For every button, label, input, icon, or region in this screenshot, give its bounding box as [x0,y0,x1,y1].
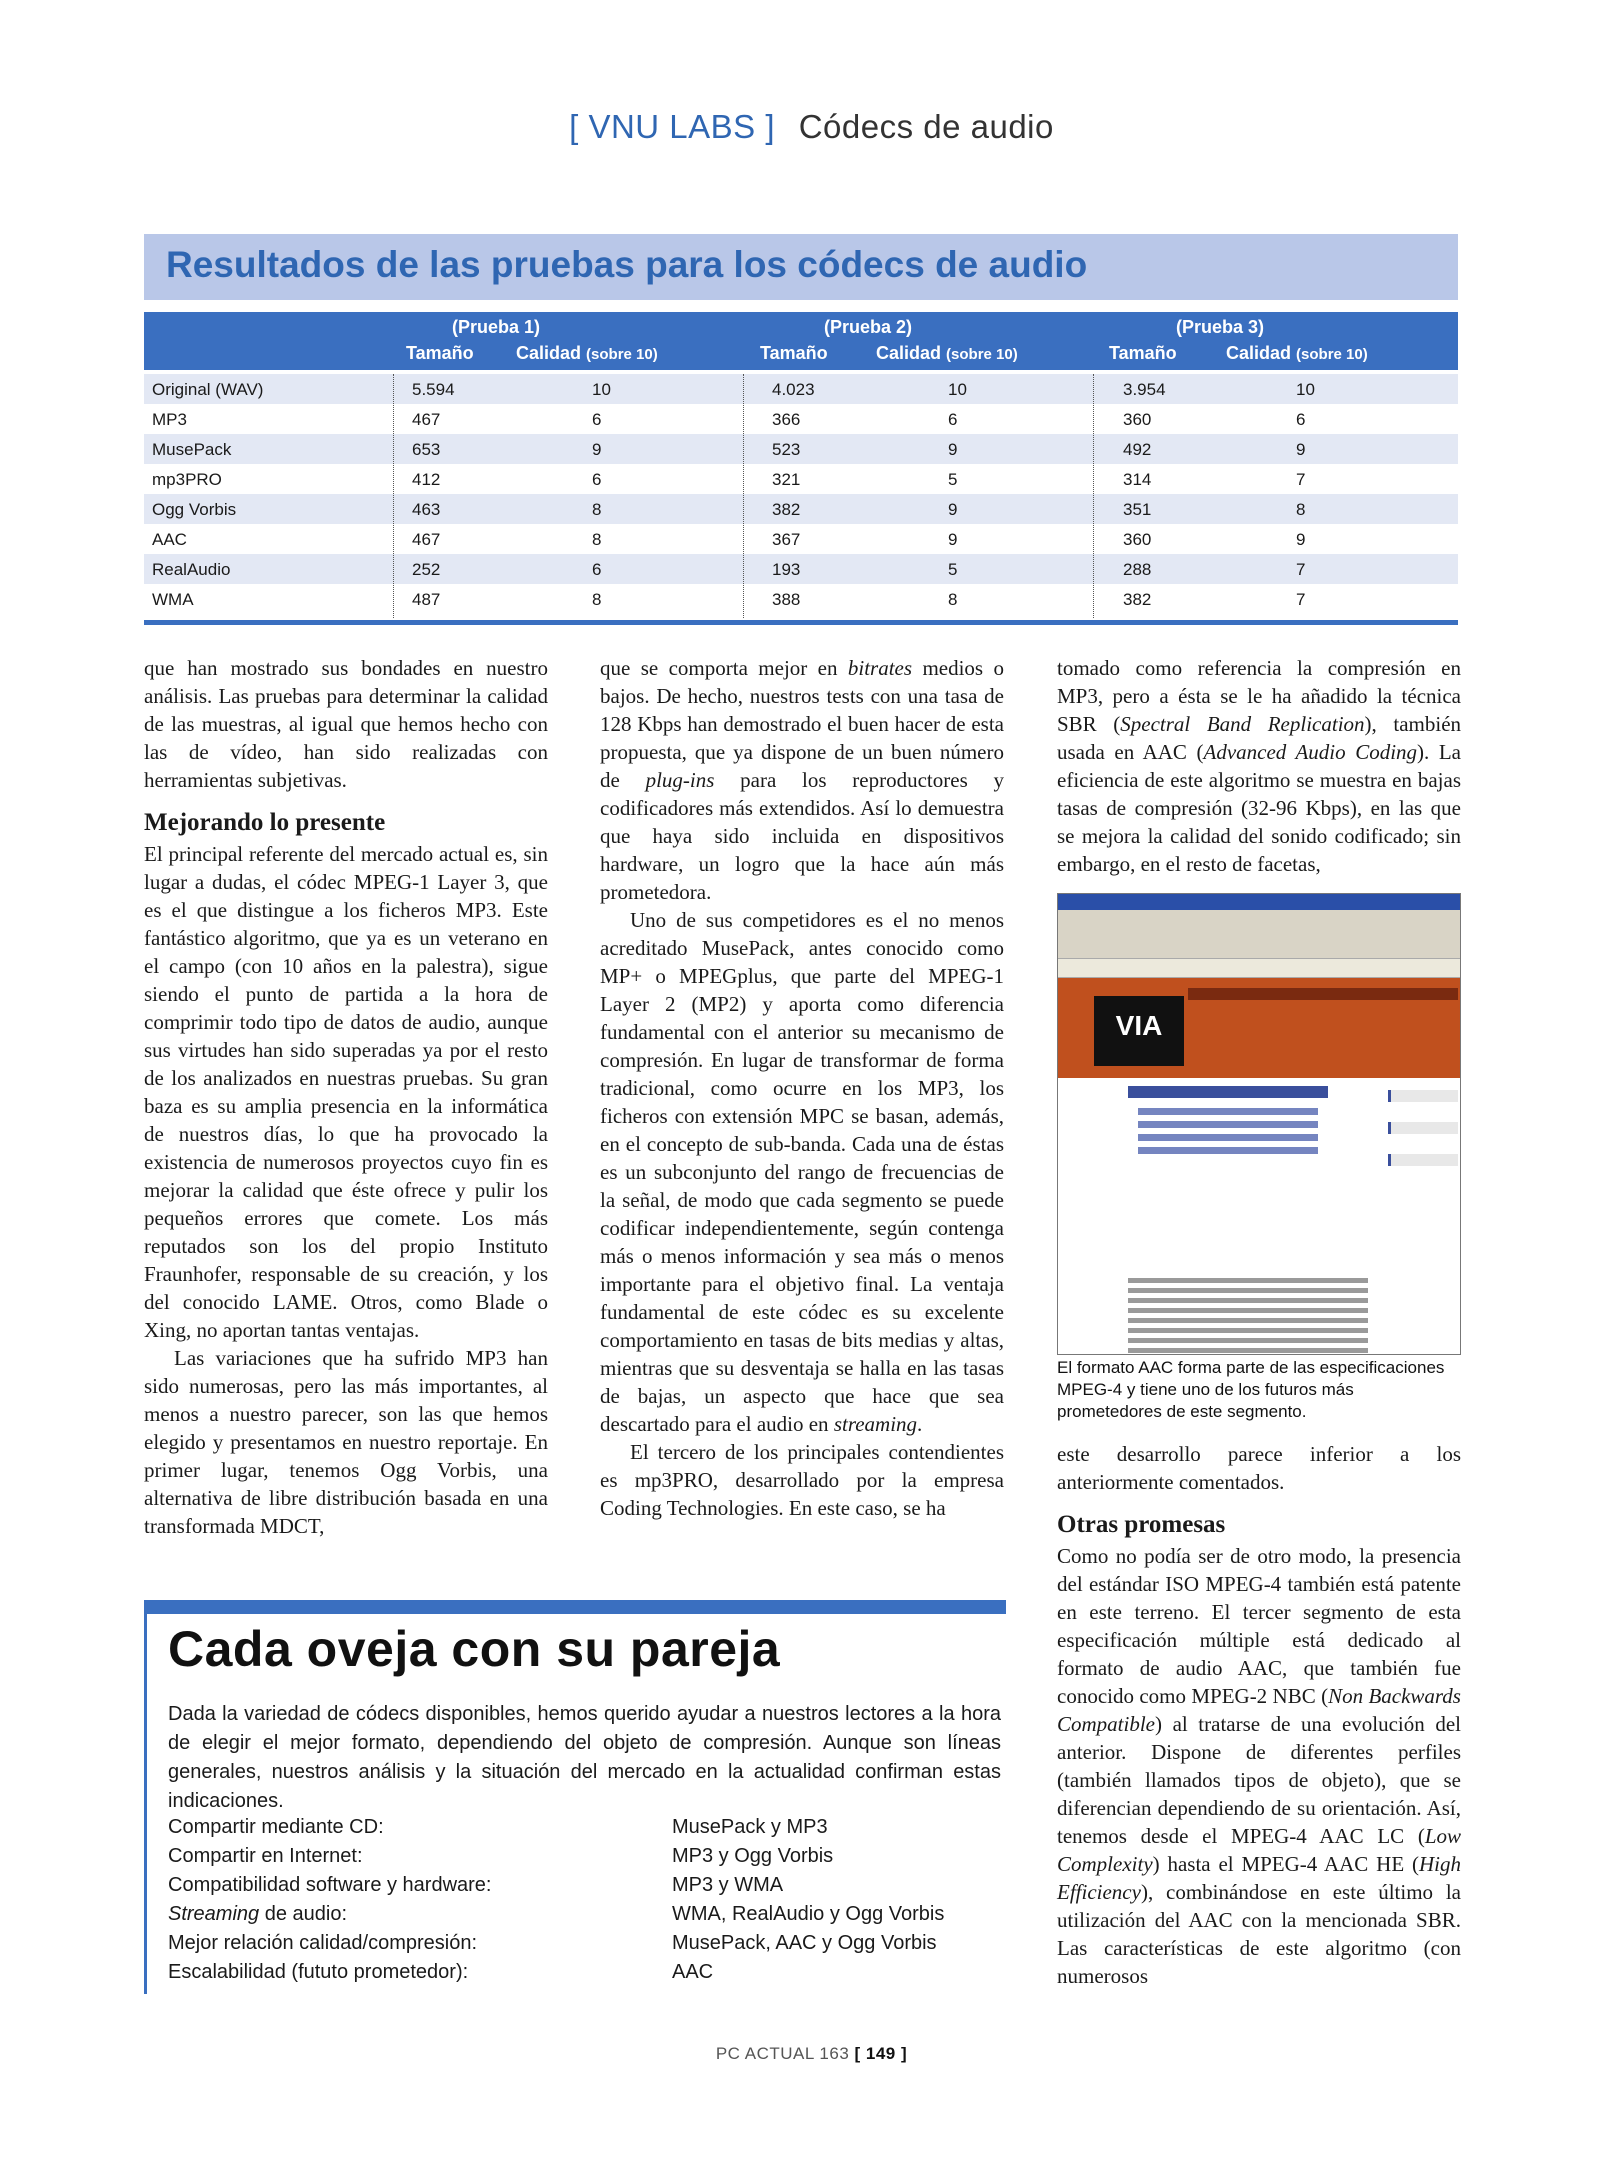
quality-value: 6 [948,410,958,429]
quality-value: 5 [948,470,958,489]
codec-name: AAC [152,530,187,549]
quality-header-3 [1226,343,1368,364]
column-divider [393,374,394,618]
recommended-codecs: MP3 y WMA [672,1874,784,1896]
quality-value: 10 [1296,380,1315,399]
quality-label: Calidad [1226,343,1292,363]
quality-value: 6 [592,560,602,579]
quality-value: 10 [592,380,611,399]
size-value: 487 [412,590,441,609]
use-case: Escalabilidad (fututo prometedor): [168,1961,469,1983]
text-run: . [917,1412,923,1436]
quality-value: 8 [1296,500,1306,519]
size-value: 5.594 [412,380,455,399]
size-value: 653 [412,440,441,459]
size-value: 252 [412,560,441,579]
text-run: tomado como referencia la compresión en MP3, pero a ésta se le ha añadido la técnica SBR ( [1057,656,1461,736]
use-case: Compartir en Internet: [168,1845,363,1867]
size-value: 351 [1123,500,1152,519]
screenshot-menu [1188,988,1458,1000]
quality-value: 8 [592,530,602,549]
size-header-3: Tamaño [1109,343,1177,363]
size-value: 367 [772,530,801,549]
page-header [0,108,1623,146]
codec-name: Ogg Vorbis [152,500,237,519]
quality-value: 6 [592,470,602,489]
quality-value: 8 [592,590,602,609]
quality-value: 9 [948,500,958,519]
italic-term: plug-ins [645,768,715,792]
text-run: ), combinándose en este último la utilización del AAC con la mencionada SBR. Las características de este algoritmo (con numerosos [1057,1880,1461,1988]
size-value: 4.023 [772,380,815,399]
quality-value: 6 [592,410,602,429]
table-row [144,554,1458,584]
quality-header-1 [516,343,658,364]
size-value: 193 [772,560,801,579]
text-run: ) hasta el MPEG-4 AAC HE ( [1152,1852,1419,1876]
size-value: 467 [412,410,441,429]
size-value: 523 [772,440,801,459]
table-row [144,494,1458,524]
paragraph [1057,1542,1461,1990]
article-column-1 [144,654,548,1540]
use-case: Mejor relación calidad/compresión: [168,1932,478,1954]
codec-name: MusePack [152,440,232,459]
paragraph: El principal referente del mercado actual es, sin lugar a dudas, el códec MPEG-1 Layer 3, que es el que distingue a los ficheros MP3. Este fantástico algoritmo, que ya es un veterano en el campo (con 10 años en la palestra), sigue siendo el punto de partida a la hora de comprimir todo tipo de datos de audio, aunque sus virtudes han sido superadas ya por el resto de los analizados en nuestras pruebas. Su gran baza es su amplia presencia en la informática de nuestros días, lo que ha provocado la existencia de numerosos proyectos cuyo fin es mejorar la calidad que éste ofrece y pulir los pequeños errores que comete. Los más reputados son los del propio Instituto Fraunhofer, responsable de su creación, y los del conocido LAME. Otros, como Blade o Xing, no aportan tantas ventajas. [144,842,548,1342]
quality-value: 9 [592,440,602,459]
quality-value: 9 [1296,530,1306,549]
codec-name: WMA [152,590,194,609]
recommended-codecs: AAC [672,1961,714,1983]
quality-value: 7 [1296,590,1306,609]
box-left-rule [144,1600,147,1994]
paragraph: Las variaciones que ha sufrido MP3 han sido numerosas, pero las más importantes, al menos a nuestro parecer, son las que hemos elegido y presentamos en nuestro reportaje. En primer lugar, tenemos Ogg Vorbis, una alternativa de libre distribución basada en una transformada MDCT, [144,1346,548,1538]
size-value: 492 [1123,440,1152,459]
table-row [144,374,1458,404]
list-item [168,1958,1001,1987]
results-title: Resultados de las pruebas para los códecs de audio [166,244,1088,285]
list-item [168,1900,1001,1929]
subheading: Otras promesas [1057,1511,1226,1538]
test-1-header: (Prueba 1) [452,317,541,337]
test-2-header: (Prueba 2) [824,317,913,337]
text-run: Uno de sus competidores es el no menos acreditado MusePack, antes conocido como MP+ o MPEGplus, que parte del MPEG-1 Layer 2 (MP2) y aporta como diferencia fundamental con el anterior su mecanismo de compresión. En lugar de transformar de forma tradicional, como ocurre en los MP3, los ficheros con extensión MPC se basan, además, en el concepto de sub-banda. Cada una de éstas es un subconjunto del rango de frecuencias de la señal, de modo que cada segmento se puede codificar independientemente, según contenga más o menos información y sea más o menos importante para el objetivo final. La ventaja fundamental de este códec es su excelente comportamiento en tasas de bits medias y altas, mientras que su desventaja se halla en las tasas de bajas, un aspecto que hace que sea descartado para el audio en [600,908,1004,1436]
section-title: Códecs de audio [798,108,1054,145]
screenshot-titlebar [1058,894,1460,910]
page-footer [0,2044,1623,2064]
italic-term: Non Backwards Compatible [1057,1684,1461,1736]
codec-name: RealAudio [152,560,231,579]
screenshot-sidebar [1388,1090,1458,1186]
box-intro: Dada la variedad de códecs disponibles, hemos querido ayudar a nuestros lectores a la hora de elegir el mejor formato, dependiendo del objeto de compresión. Aunque son líneas generales, nuestros análisis y la situación del mercado en la actualidad confirman estas indicaciones. [168,1703,1001,1812]
quality-label: Calidad [516,343,582,363]
recommended-codecs: MP3 y Ogg Vorbis [672,1845,834,1867]
quality-value: 7 [1296,470,1306,489]
recommendation-list [168,1813,1001,1987]
list-item [168,1813,1001,1842]
paragraph: El tercero de los principales contendientes es mp3PRO, desarrollado por la empresa Coding Technologies. En este caso, se ha [600,1440,1004,1520]
list-item [168,1871,1001,1900]
quality-note: (sobre 10) [1296,346,1368,363]
screenshot-webpage [1058,978,1460,1354]
size-value: 366 [772,410,801,429]
size-value: 288 [1123,560,1152,579]
box-title: Cada oveja con su pareja [168,1621,781,1677]
text-run: de audio: [259,1903,348,1925]
table-row [144,434,1458,464]
column-divider [1093,374,1094,618]
table-row [144,584,1458,614]
italic-term: High Efficiency [1057,1852,1461,1904]
screenshot-text-lines [1138,1108,1318,1160]
subheading: Mejorando lo presente [144,809,386,836]
quality-value: 9 [948,440,958,459]
table-header [144,312,1458,370]
list-item [168,1929,1001,1958]
text-run: medios o bajos. De hecho, nuestros tests con una tasa de 128 Kbps han demostrado el buen hacer de esta propuesta, que ya dispone de un buen número de [600,656,1004,792]
quality-value: 9 [948,530,958,549]
use-case: Compartir mediante CD: [168,1816,384,1838]
quality-note: (sobre 10) [586,346,658,363]
paragraph: este desarrollo parece inferior a los anteriormente comentados. [1057,1442,1461,1494]
browser-screenshot-figure [1057,893,1461,1355]
screenshot-heading [1128,1086,1328,1098]
italic-term: streaming [833,1412,918,1436]
size-value: 360 [1123,530,1152,549]
size-value: 3.954 [1123,380,1166,399]
recommended-codecs: MusePack, AAC y Ogg Vorbis [672,1932,937,1954]
codec-name: Original (WAV) [152,380,264,399]
text-run: ) al tratarse de una evolución del anterior. Dispone de diferentes perfiles (también llamados tipos de objeto), que se diferencian dependiendo de su orientación. Así, tenemos desde el MPEG-4 AAC LC ( [1057,1712,1461,1848]
text-run: ). La eficiencia de este algoritmo se muestra en bajas tasas de compresión (32-96 Kbps), en las que se mejora la calidad del sonido codificado; sin embargo, en el resto de facetas, [1057,740,1461,876]
table-row [144,404,1458,434]
article-column-2 [600,654,1004,1522]
quality-value: 9 [1296,440,1306,459]
size-value: 388 [772,590,801,609]
italic-term: Streaming [168,1903,260,1925]
results-table-body [144,374,1458,614]
figure-caption: El formato AAC forma parte de las especificaciones MPEG-4 y tiene uno de los futuros más prometedores de este segmento. [1057,1358,1445,1421]
text-run: que se comporta mejor en [600,656,848,680]
quality-value: 6 [1296,410,1306,429]
screenshot-toolbar [1058,910,1460,959]
text-run: ), también usada en AAC ( [1057,712,1462,764]
size-header-2: Tamaño [760,343,828,363]
section-brand: [ VNU LABS ] [569,108,776,145]
italic-term: Advanced Audio Coding [1203,740,1418,764]
quality-header-2 [876,343,1018,364]
article-column-3 [1057,654,1461,878]
screenshot-address-bar [1058,959,1460,978]
size-header-1: Tamaño [406,343,474,363]
use-case [168,1900,347,1929]
paragraph [1057,654,1461,878]
quality-value: 8 [948,590,958,609]
size-value: 360 [1123,410,1152,429]
paragraph [600,654,1004,906]
list-item [168,1842,1001,1871]
use-case: Compatibilidad software y hardware: [168,1874,492,1896]
table-row [144,464,1458,494]
via-logo: VIA [1094,996,1184,1066]
recommendation-box [144,1600,1006,1994]
page-number: [ 149 ] [854,2044,908,2063]
size-value: 314 [1123,470,1152,489]
column-divider [743,374,744,618]
table-bottom-rule [144,620,1458,625]
text-run: para los reproductores y codificadores más extendidos. Así lo demuestra que haya sido incluida en dispositivos hardware, un logro que la hace aún más prometedora. [600,768,1004,904]
italic-term: bitrates [847,656,913,680]
codec-name: mp3PRO [152,470,222,489]
recommended-codecs: WMA, RealAudio y Ogg Vorbis [672,1903,945,1925]
quality-note: (sobre 10) [946,346,1018,363]
magazine-name: PC ACTUAL 163 [715,2044,850,2063]
italic-term: Low Complexity [1057,1824,1461,1876]
size-value: 382 [772,500,801,519]
quality-value: 10 [948,380,967,399]
test-3-header: (Prueba 3) [1176,317,1265,337]
paragraph [600,906,1004,1438]
screenshot-paragraph [1128,1278,1368,1355]
italic-term: Spectral Band Replication [1120,712,1365,736]
box-top-rule [144,1600,1006,1614]
size-value: 463 [412,500,441,519]
text-run: Como no podía ser de otro modo, la presencia del estándar ISO MPEG-4 también está patente en este terreno. El tercer segmento de esta especificación múltiple está dedicado al formato de audio AAC, que también fue conocido como MPEG-2 NBC ( [1057,1544,1461,1708]
paragraph: que han mostrado sus bondades en nuestro análisis. Las pruebas para determinar la calidad de las muestras, al igual que hemos hecho con las de vídeo, han sido realizadas con herramientas subjetivas. [144,656,548,792]
size-value: 321 [772,470,801,489]
quality-label: Calidad [876,343,942,363]
article-column-3-continued [1057,1440,1461,1990]
size-value: 467 [412,530,441,549]
size-value: 412 [412,470,441,489]
size-value: 382 [1123,590,1152,609]
quality-value: 8 [592,500,602,519]
codec-name: MP3 [152,410,187,429]
table-row [144,524,1458,554]
quality-value: 7 [1296,560,1306,579]
recommended-codecs: MusePack y MP3 [672,1816,828,1838]
quality-value: 5 [948,560,958,579]
results-title-bar [144,234,1458,300]
